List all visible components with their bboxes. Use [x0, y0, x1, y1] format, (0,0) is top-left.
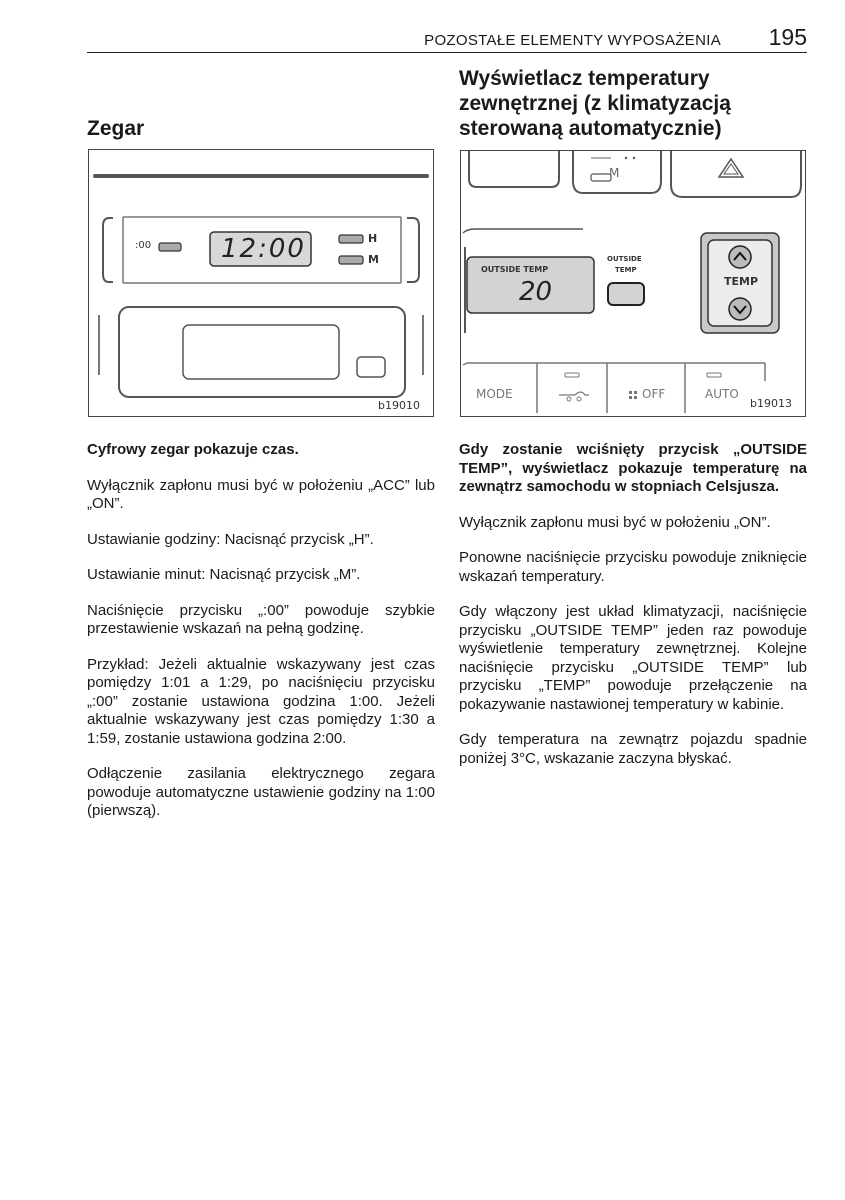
- figure-code: b19010: [378, 399, 420, 412]
- paragraph: Cyfrowy zegar pokazuje czas.: [87, 441, 299, 458]
- outside-button-label-line1: OUTSIDE: [607, 255, 642, 263]
- clock-illustration: [89, 150, 433, 416]
- section-title: POZOSTAŁE ELEMENTY WYPOSAŻENIA: [424, 32, 721, 49]
- hour-button-label: H: [368, 232, 378, 245]
- paragraph: Przykład: Jeżeli aktualnie wskazywany jest czas pomiędzy 1:01 a 1:29, po naciśnięciu przycisku „:00” zostanie ustawiona godzina 1:00. Jeżeli aktualnie wskazywany jest czas pomiędzy 1:30 a 1:59, zostanie ustawiona godzina 2:00.: [87, 655, 435, 747]
- clock-display-time: 12:00: [221, 234, 306, 264]
- display-label: OUTSIDE TEMP: [481, 265, 549, 274]
- mode-button-label: MODE: [476, 387, 513, 401]
- paragraph: Odłączenie zasilania elektrycznego zegara powoduje automatyczne ustawienie godziny na 1:00 (pierwszą).: [87, 765, 435, 819]
- page-header: [87, 26, 807, 53]
- clock-text-column: [87, 441, 435, 838]
- figure-code: b19013: [750, 397, 792, 410]
- paragraph: Ustawianie minut: Nacisnąć przycisk „M”.: [87, 566, 361, 583]
- minute-button-label: M: [368, 253, 379, 266]
- auto-button-label: AUTO: [705, 387, 739, 401]
- paragraph: Ustawianie godziny: Nacisnąć przycisk „H”.: [87, 530, 374, 548]
- paragraph: Gdy zostanie wciśnięty przycisk „OUTSIDE TEMP”, wyświetlacz pokazuje temperaturę na zewnątrz samochodu w stopniach Celsjusza.: [459, 441, 807, 495]
- clock-figure: [88, 149, 434, 417]
- paragraph: Gdy włączony jest układ klimatyzacji, naciśnięcie przycisku „OUTSIDE TEMP” jeden raz powoduje wyświetlenie temperatury zewnętrznej. Kolejne naciśnięcie przycisku „OUTSIDE TEMP” lub przycisku „TEMP” powoduje przełączenie na pokazywanie nastawionej temperatury w kabinie.: [459, 603, 807, 713]
- paragraph: Gdy temperatura na zewnątrz pojazdu spadnie poniżej 3°C, wskazanie zaczyna błyskać.: [459, 731, 807, 767]
- outside-temp-figure: [460, 150, 806, 417]
- paragraph: Wyłącznik zapłonu musi być w położeniu „ACC” lub „ON”.: [87, 476, 435, 512]
- m-label: M: [609, 166, 620, 180]
- clock-heading: Zegar: [87, 117, 145, 140]
- off-button-label: OFF: [642, 387, 666, 401]
- paragraph: Wyłącznik zapłonu musi być w położeniu „ON”.: [459, 513, 771, 531]
- outside-temp-text-column: [459, 441, 807, 785]
- zero-button-label: :00: [135, 240, 152, 251]
- temp-rocker-label: TEMP: [724, 275, 759, 288]
- page-number: 195: [768, 24, 807, 50]
- outside-button-label-line2: TEMP: [615, 266, 637, 274]
- paragraph: Naciśnięcie przycisku „:00” powoduje szybkie przestawienie wskazań na pełną godzinę.: [87, 601, 435, 637]
- outside-temp-heading: Wyświetlacz temperatury zewnętrznej (z klimatyzacją sterowaną automatycznie): [459, 67, 731, 140]
- display-temperature: 20: [519, 277, 553, 307]
- paragraph: Ponowne naciśnięcie przycisku powoduje zniknięcie wskazań temperatury.: [459, 549, 807, 585]
